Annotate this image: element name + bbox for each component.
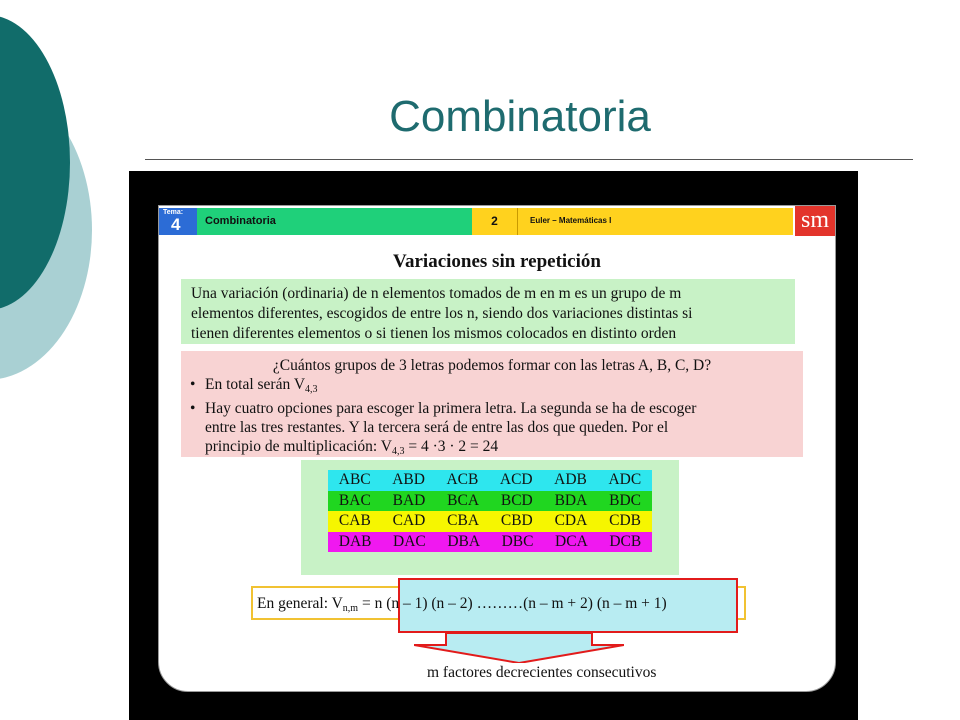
sm-logo: sm: [795, 206, 835, 236]
title-divider: [145, 159, 913, 160]
header-subtitle: Euler – Matemáticas I: [530, 216, 612, 225]
bullet-icon: •: [190, 376, 196, 393]
grid-cell: BAD: [392, 491, 426, 509]
bullet-2-line-3-text: principio de multiplicación: V: [205, 438, 392, 455]
tema-label: Tema:: [163, 209, 184, 216]
grid-row: [328, 532, 652, 553]
grid-cell: BDA: [554, 491, 588, 509]
header-subtitle-bar: [517, 208, 793, 235]
grid-cell: DBC: [501, 532, 534, 550]
formula-prefix: En general: V: [257, 595, 343, 612]
tema-number: 4: [171, 215, 181, 234]
grid-cell: ADB: [554, 471, 587, 489]
example-box: [181, 351, 803, 457]
grid-cell: ABD: [392, 471, 425, 489]
grid-cell: CAD: [392, 512, 426, 530]
grid-cell: ACD: [499, 471, 533, 489]
formula-subscript: n,m: [342, 603, 359, 614]
grid-row: [328, 491, 652, 512]
grid-cell: BCD: [500, 491, 533, 509]
factors-caption: m factores decrecientes consecutivos: [427, 664, 657, 681]
card-header: [159, 206, 835, 236]
grid-cell: ACB: [446, 471, 479, 489]
grid-cell: CDB: [609, 512, 642, 530]
down-arrow-icon: [414, 633, 624, 663]
bullet-2-line-1: Hay cuatro opciones para escoger la primera letra. La segunda se ha de escoger: [205, 400, 697, 417]
grid-cell: CAB: [338, 512, 371, 530]
bullet-2-subscript: 4,3: [391, 446, 405, 457]
bullet-1-text: En total serán V: [205, 376, 306, 393]
bullet-2-line-3-result: = 4 ·3 · 2 = 24: [404, 438, 499, 455]
definition-line: elementos diferentes, escogidos de entre los n, siendo dos variaciones distintas si: [191, 305, 693, 322]
grid-cell: ADC: [608, 471, 642, 489]
example-bullet-2: [190, 399, 794, 461]
permutation-grid-box: [301, 460, 679, 575]
grid-cell: DBA: [447, 532, 481, 550]
example-bullet-1: [190, 375, 794, 399]
grid-cell: DAB: [338, 532, 372, 550]
grid-cell: DAC: [393, 532, 426, 550]
bullet-2-line-2: entre las tres restantes. Y la tercera será de entre las dos que queden. Por el: [205, 419, 669, 436]
grid-cell: DCA: [555, 532, 588, 550]
bullet-2-line-3: [205, 437, 794, 461]
grid-row: [328, 511, 652, 532]
permutation-grid: [328, 470, 652, 552]
grid-cell: BDC: [609, 491, 642, 509]
grid-cell: BAC: [338, 491, 371, 509]
grid-cell: CBA: [447, 512, 480, 530]
definition-box: [181, 279, 795, 344]
section-heading: Variaciones sin repetición: [393, 251, 601, 272]
bullet-1-subscript: 4,3: [305, 384, 318, 395]
formula-product: = n (n – 1) (n – 2) ………(n – m + 2) (n – m + 1): [358, 595, 667, 612]
definition-line: Una variación (ordinaria) de n elementos tomados de m en m es un grupo de m: [191, 285, 682, 302]
grid-cell: DCB: [609, 532, 642, 550]
grid-cell: CBD: [500, 512, 533, 530]
header-page-box: [472, 208, 517, 235]
tema-badge: [159, 208, 197, 235]
grid-cell: ABC: [338, 471, 371, 489]
grid-cell: BCA: [447, 491, 480, 509]
grid-cell: CDA: [554, 512, 588, 530]
content-card: [158, 205, 836, 692]
general-formula: [257, 595, 667, 614]
header-section-title: Combinatoria: [205, 215, 276, 227]
header-section-bar: [197, 208, 472, 235]
grid-row: [328, 470, 652, 491]
definition-line: tienen diferentes elementos o si tienen los mismos colocados en distinto orden: [191, 325, 677, 342]
slide-title: Combinatoria: [389, 92, 651, 141]
example-question: ¿Cuántos grupos de 3 letras podemos formar con las letras A, B, C, D?: [272, 357, 712, 374]
bullet-icon: •: [190, 400, 196, 417]
header-page-number: 2: [491, 214, 498, 228]
